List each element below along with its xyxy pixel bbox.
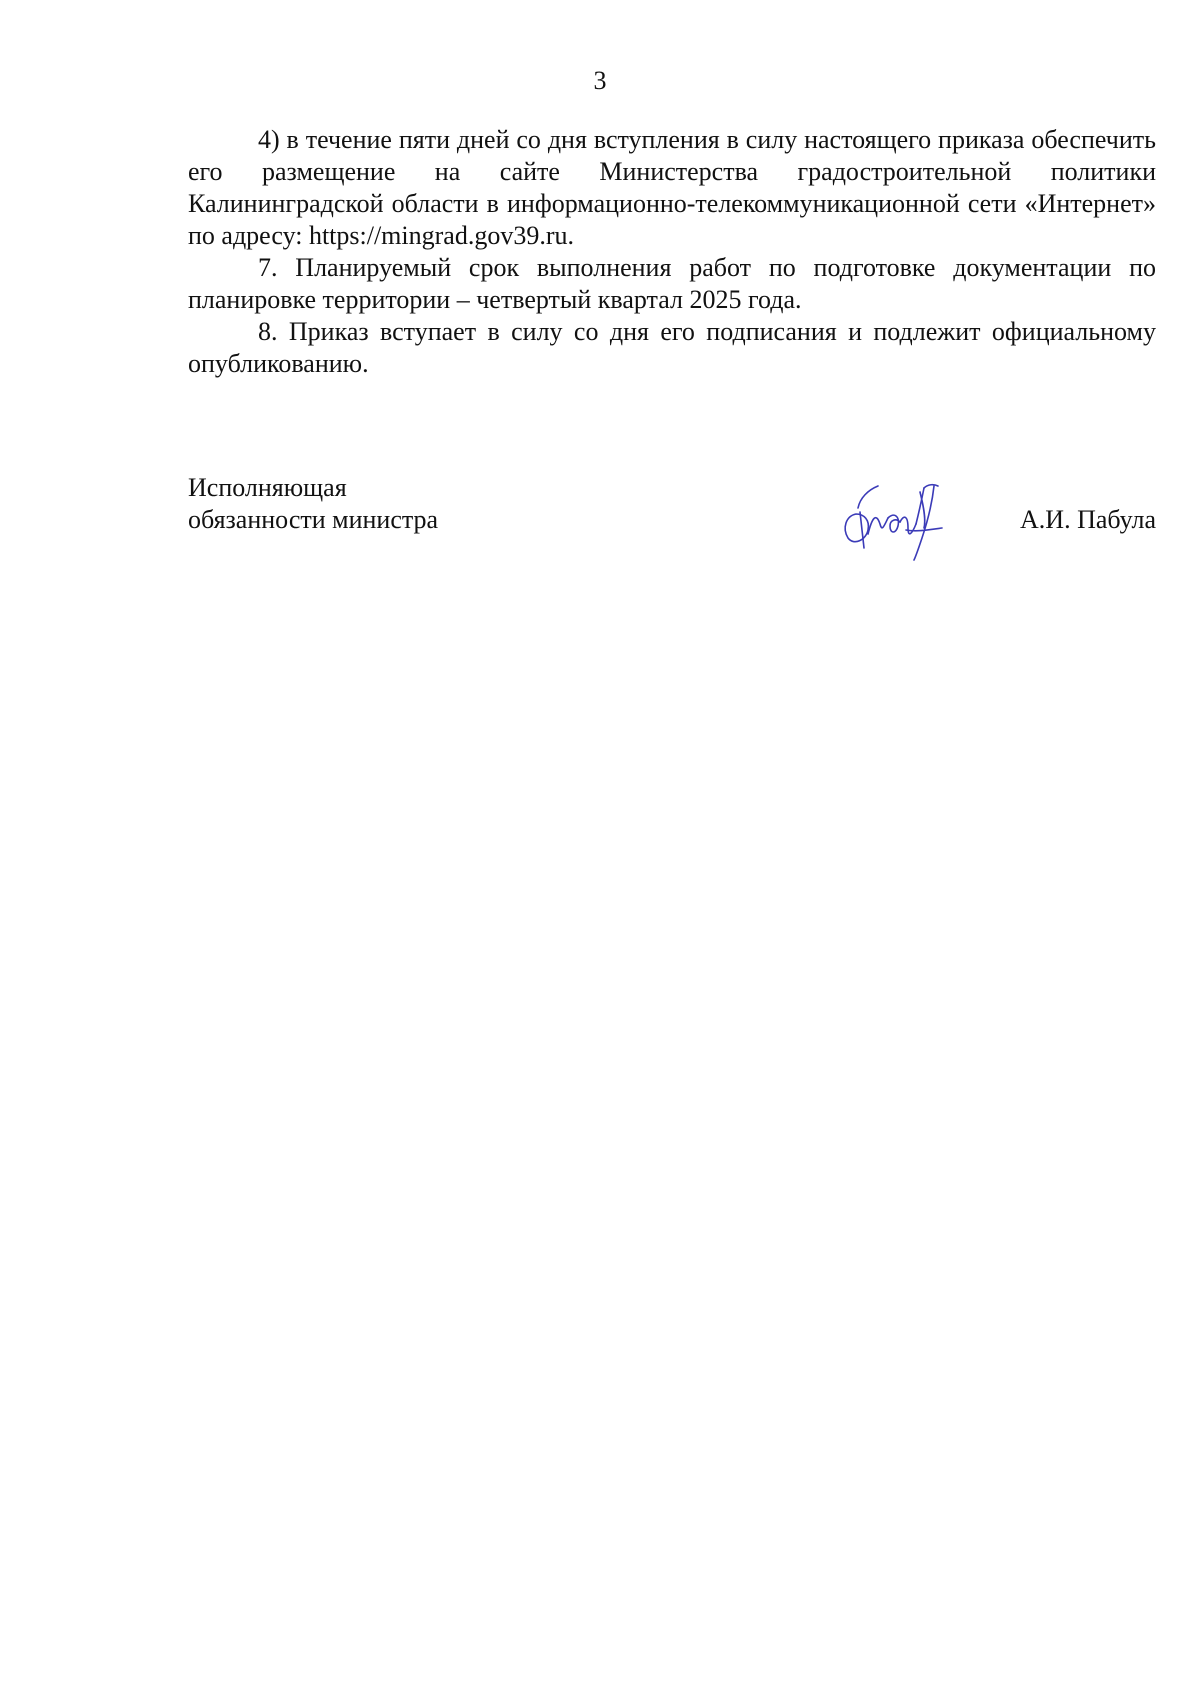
paragraph-item-4: 4) в течение пяти дней со дня вступления в силу настоящего приказа обеспечить его размещение на сайте Министерства градостроительной политики Калининградской области в информационно-телекоммуникационной сети «Интернет» по адресу: https://mingrad.gov39.ru. <box>188 125 1156 250</box>
document-body <box>188 124 1156 380</box>
handwritten-signature <box>838 468 958 564</box>
signatory-title-line-2: обязанности министра <box>188 505 439 534</box>
signatory-title <box>188 472 438 536</box>
page-number: 3 <box>593 66 607 95</box>
signatory-title-line-1: Исполняющая <box>188 473 347 502</box>
paragraph-item-7: 7. Планируемый срок выполнения работ по подготовке документации по планировке территории – четвертый квартал 2025 года. <box>188 253 1156 314</box>
paragraph-item-8: 8. Приказ вступает в силу со дня его подписания и подлежит официальному опубликованию. <box>188 317 1156 378</box>
signatory-name: А.И. Пабула <box>1020 505 1156 534</box>
